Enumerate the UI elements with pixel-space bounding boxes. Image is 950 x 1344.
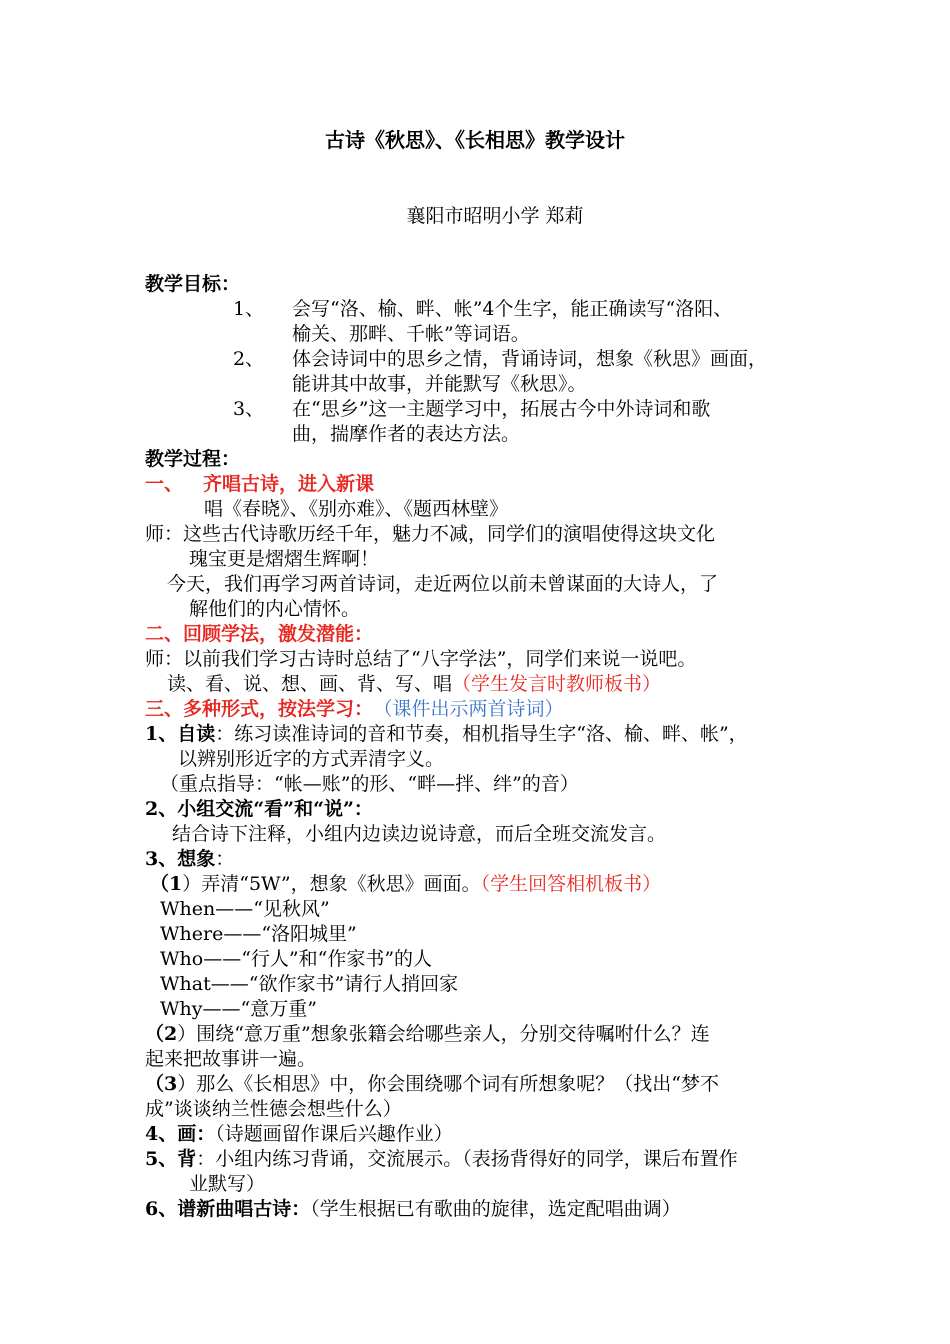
step-2-label: 2、小组交流“看”和“说”： <box>145 798 373 820</box>
step-5-text: ：小组内练习背诵，交流展示。（表扬背得好的同学，课后布置作 <box>196 1148 738 1170</box>
goal-2-number: 2、 <box>233 348 265 370</box>
w-where: Where——“洛阳城里” <box>160 923 357 945</box>
step-3-3-line-1 <box>145 1072 719 1096</box>
section-1-number: 一、 <box>145 473 184 495</box>
step-3-heading <box>145 847 234 871</box>
section-2-method-list <box>167 672 661 696</box>
goal-3-number: 3、 <box>233 398 265 420</box>
document-title: 古诗《秋思》、《长相思》教学设计 <box>325 128 625 152</box>
w-who: Who——“行人”和“作家书”的人 <box>160 948 433 970</box>
section-1-teacher-line-3: 今天，我们再学习两首诗词，走近两位以前未曾谋面的大诗人，了 <box>167 573 719 595</box>
method-list-note: （学生发言时教师板书） <box>452 673 662 695</box>
step-6-label: 6、谱新曲唱古诗： <box>145 1198 311 1220</box>
step-3-colon: ： <box>215 848 235 870</box>
goals-heading: 教学目标： <box>145 273 241 295</box>
step-2-text: 结合诗下注释，小组内边读边说诗意，而后全班交流发言。 <box>172 823 667 845</box>
author-line: 襄阳市昭明小学 郑莉 <box>406 205 584 227</box>
step-5-line-1 <box>145 1147 738 1171</box>
step-1-text: ：练习读准诗词的音和节奏，相机指导生字“洛、榆、畔、帐”， <box>215 723 748 745</box>
step-3-label: 3、想象 <box>145 848 216 870</box>
step-3-3-number: （3 <box>145 1073 178 1095</box>
step-4-line <box>145 1122 453 1146</box>
section-3-note: （课件出示两首诗词） <box>383 698 564 720</box>
section-2-title: 二、回顾学法，激发潜能： <box>145 623 374 645</box>
step-3-2-number: （2 <box>145 1023 178 1045</box>
section-3-title: 三、多种形式，按法学习： <box>145 698 374 720</box>
w-what: What——“欲作家书”请行人捎回家 <box>160 973 459 995</box>
goal-1-number: 1、 <box>233 298 265 320</box>
step-6-line <box>145 1197 681 1221</box>
step-3-1-line <box>150 872 661 896</box>
goal-3-line-2: 曲，揣摩作者的表达方法。 <box>292 423 521 445</box>
section-1-teacher-line-2: 瑰宝更是熠熠生辉啊！ <box>189 548 380 570</box>
step-3-2-text: ）围绕“意万重”想象张籍会给哪些亲人，分别交待嘱咐什么？连 <box>177 1023 710 1045</box>
step-1-line-1 <box>145 722 748 746</box>
w-why: Why——“意万重” <box>160 998 317 1020</box>
goal-1-line-1: 会写“洛、榆、畔、帐”4个生字，能正确读写“洛阳、 <box>292 298 733 320</box>
goal-1-line-2: 榆关、那畔、千帐”等词语。 <box>292 323 530 345</box>
step-3-1-note: （学生回答相机板书） <box>480 873 662 895</box>
step-3-3-line-2: 成”谈谈纳兰性德会想些什么） <box>145 1098 402 1120</box>
step-5-label: 5、背 <box>145 1148 197 1170</box>
step-3-2-line-1 <box>145 1022 710 1046</box>
section-1-title: 齐唱古诗，进入新课 <box>203 473 375 495</box>
method-list-text: 读、看、说、想、画、背、写、唱 <box>167 673 453 695</box>
section-1-teacher-line-1: 师：这些古代诗歌历经千年，魅力不减，同学们的演唱使得这块文化 <box>145 523 716 545</box>
step-4-label: 4、画： <box>145 1123 216 1145</box>
step-1-line-2: 以辨别形近字的方式弄清字义。 <box>178 748 445 770</box>
step-3-3-text: ）那么《长相思》中，你会围绕哪个词有所想象呢？（找出“梦不 <box>177 1073 719 1095</box>
goal-3-line-1: 在“思乡”这一主题学习中，拓展古今中外诗词和歌 <box>292 398 711 420</box>
section-1-teacher-line-4: 解他们的内心情怀。 <box>189 598 361 620</box>
goal-2-line-1: 体会诗词中的思乡之情，背诵诗词，想象《秋思》画面， <box>292 348 768 370</box>
step-3-2-line-2: 起来把故事讲一遍。 <box>145 1048 317 1070</box>
step-5-line-2: 业默写） <box>189 1173 266 1195</box>
section-3-heading <box>145 697 564 721</box>
w-when: When——“见秋风” <box>160 898 330 920</box>
step-1-label: 1、自读 <box>145 723 216 745</box>
step-1-focus-note: （重点指导：“帐—账”的形、“畔—拌、绊”的音） <box>160 773 579 795</box>
step-3-1-text: ）弄清“5W”，想象《秋思》画面。 <box>182 873 481 895</box>
step-6-text: （学生根据已有歌曲的旋律，选定配唱曲调） <box>310 1198 681 1220</box>
section-2-teacher-line: 师：以前我们学习古诗时总结了“八字学法”，同学们来说一说吧。 <box>145 648 697 670</box>
goal-2-line-2: 能讲其中故事，并能默写《秋思》。 <box>292 373 587 395</box>
section-1-songs: 唱《春晓》、《别亦难》、《题西林壁》 <box>204 498 509 520</box>
process-heading: 教学过程： <box>145 448 241 470</box>
step-4-text: （诗题画留作课后兴趣作业） <box>215 1123 453 1145</box>
step-3-1-number: （1 <box>150 873 183 895</box>
